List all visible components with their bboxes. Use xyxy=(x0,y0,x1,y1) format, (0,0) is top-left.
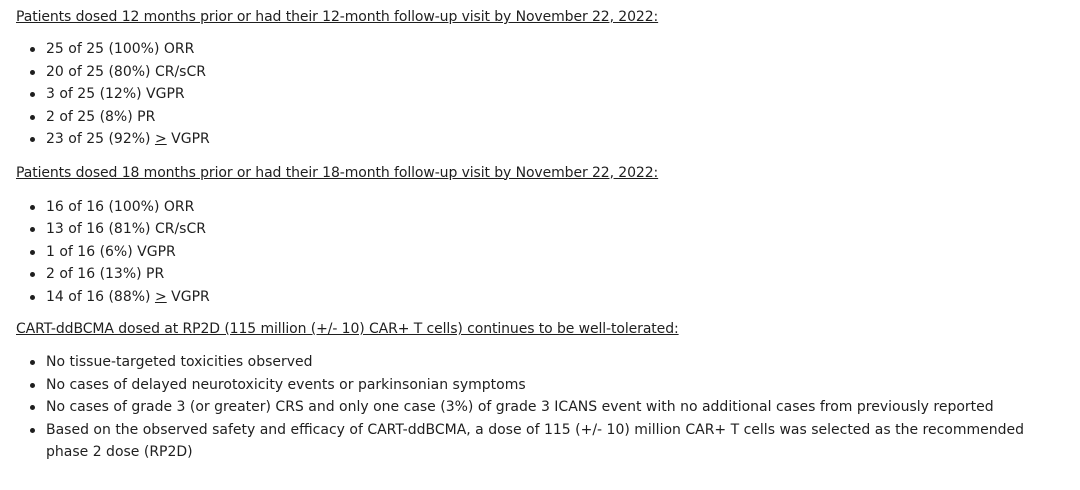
bullet-list-18-month xyxy=(16,196,1064,309)
list-item xyxy=(16,128,1064,151)
section-heading-tolerability: CART-ddBCMA dosed at RP2D (115 million (+/- 10) CAR+ T cells) continues to be well-tolerated: xyxy=(16,321,679,337)
list-item-suffix: VGPR xyxy=(166,131,210,147)
section-heading-18-month: Patients dosed 18 months prior or had their 18-month follow-up visit by November 22, 2022: xyxy=(16,164,659,181)
list-item: 13 of 16 (81%) CR/sCR xyxy=(16,218,1064,241)
list-item-text: 14 of 16 (88%) xyxy=(46,288,151,305)
list-item: 2 of 16 (13%) PR xyxy=(16,263,1064,286)
list-item: No tissue-targeted toxicities observed xyxy=(16,351,1064,374)
list-item: 1 of 16 (6%) VGPR xyxy=(16,241,1064,264)
list-item: 2 of 25 (8%) PR xyxy=(16,106,1064,129)
list-item: 16 of 16 (100%) ORR xyxy=(16,196,1064,219)
list-item: 20 of 25 (80%) CR/sCR xyxy=(16,61,1064,84)
list-item-text: 23 of 25 (92%) xyxy=(46,131,151,147)
list-item-suffix: VGPR xyxy=(166,288,210,305)
list-item xyxy=(16,286,1064,309)
list-item: 3 of 25 (12%) VGPR xyxy=(16,83,1064,106)
greater-equal-symbol: > xyxy=(154,288,167,305)
list-item: No cases of delayed neurotoxicity events or parkinsonian symptoms xyxy=(16,374,1064,397)
list-item: 25 of 25 (100%) ORR xyxy=(16,38,1064,61)
bullet-list-tolerability xyxy=(16,351,1064,464)
bullet-list-12-month xyxy=(16,38,1064,151)
section-heading-12-month: Patients dosed 12 months prior or had their 12-month follow-up visit by November 22, 2022: xyxy=(16,9,659,25)
list-item: No cases of grade 3 (or greater) CRS and only one case (3%) of grade 3 ICANS event with no additional cases from previously reported xyxy=(16,396,1064,419)
greater-equal-symbol: > xyxy=(154,131,167,147)
list-item: Based on the observed safety and efficacy of CART-ddBCMA, a dose of 115 (+/- 10) million CAR+ T cells was selected as the recommended phase 2 dose (RP2D) xyxy=(16,419,1064,464)
